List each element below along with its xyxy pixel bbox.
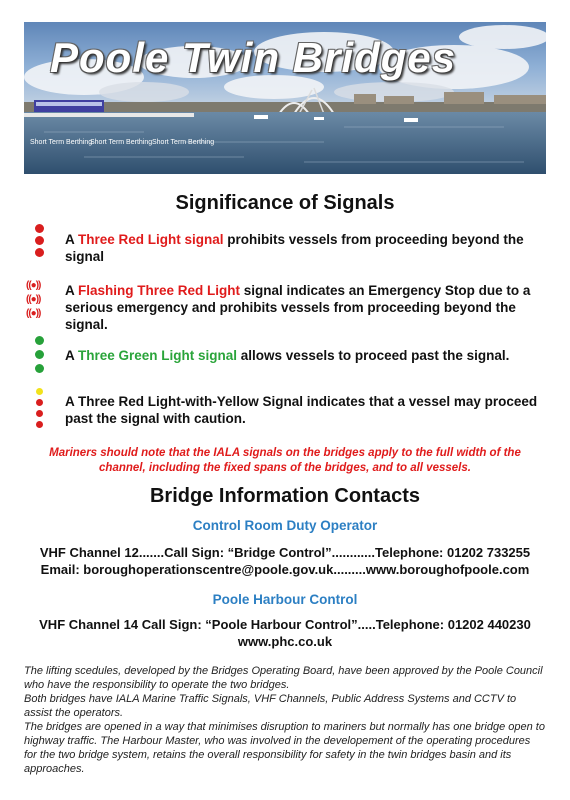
footer-paragraph: Both bridges have IALA Marine Traffic Signals, VHF Channels, Public Address Systems and CCTV to assist the operators. (24, 693, 517, 719)
control-room-email-line[interactable]: Email: boroughoperationscentre@poole.gov.uk.........www.boroughofpoole.com (40, 562, 530, 577)
contacts-heading: Bridge Information Contacts (149, 485, 420, 507)
harbour-website-link[interactable]: www.phc.co.uk (237, 634, 333, 649)
footer-paragraph: The bridges are opened in a way that minimises disruption to mariners but normally has one bridge open to highway traffic. The Harbour Master, who was involved in the developement of the operating procedures for the two bridge system, retains the overall responsibility for safety in the twin bridges basin and its approaches. (24, 721, 545, 775)
berthing-label: Short Term Berthing (152, 139, 215, 146)
control-room-contact-line: VHF Channel 12.......Call Sign: “Bridge Control”............Telephone: 01202 733255 (39, 545, 531, 560)
signal-three-red (24, 224, 544, 264)
footer-text (24, 664, 546, 776)
signal-description: A Three Red Light signal prohibits vessels from proceeding beyond the signal (65, 232, 524, 264)
signals-heading: Significance of Signals (175, 192, 395, 214)
signal-description: A Three Red Light-with-Yellow Signal indicates that a vessel may proceed past the signal with caution. (65, 394, 538, 426)
harbour-control-title: Poole Harbour Control (212, 592, 358, 607)
signal-flashing-red: ((●)) ((●)) ((●)) A Flashing Three Red Light signal indicates an Emergency Stop due to a serious emergency and prohibits vessels from proceeding beyond the signal. (24, 280, 544, 332)
header-banner-photo (24, 22, 546, 174)
control-room-title: Control Room Duty Operator (192, 518, 378, 533)
berthing-label: Short Term Berthing (90, 139, 153, 146)
signal-red-with-yellow (24, 388, 544, 436)
banner-title: Poole Twin Bridges (50, 34, 457, 81)
mariners-note: Mariners should note that the IALA signals on the bridges apply to the full width of the channel, including the fixed spans of the bridges, and to all vessels. (49, 447, 521, 474)
signal-three-green (24, 336, 544, 376)
berthing-label: Short Term Berthing (30, 139, 93, 146)
footer-paragraph: The lifting scedules, developed by the Bridges Operating Board, have been approved by the Poole Council who have the responsibility to operate the two bridges. (24, 665, 543, 691)
signal-description: A Three Green Light signal allows vessels to proceed past the signal. (65, 348, 510, 363)
harbour-contact-line: VHF Channel 14 Call Sign: “Poole Harbour Control”.....Telephone: 01202 440230 (39, 617, 531, 632)
signal-description: A Flashing Three Red Light signal indicates an Emergency Stop due to a serious emergency and prohibits vessels from proceeding beyond the signal. (65, 283, 531, 332)
